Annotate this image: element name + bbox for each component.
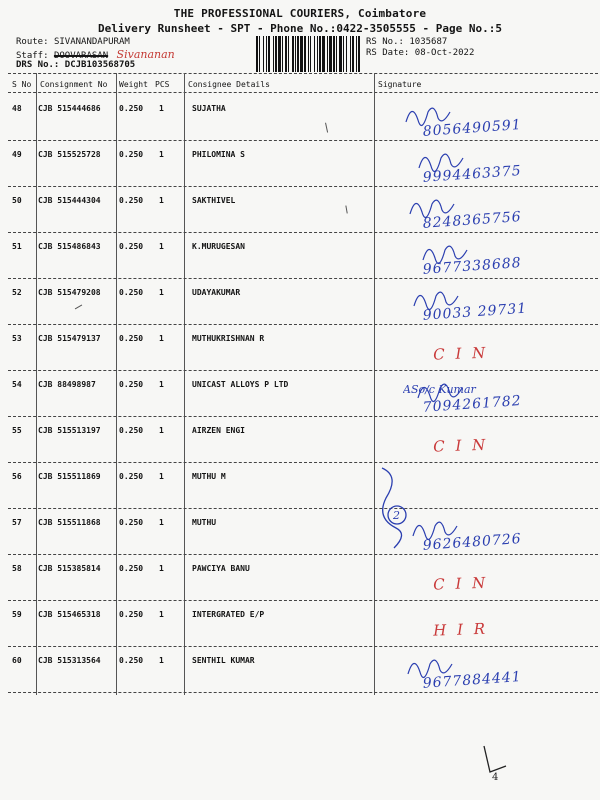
signature-scribble (414, 292, 458, 309)
row-pcs: 1 (159, 564, 164, 573)
ink-tick (345, 204, 353, 213)
row-pcs: 1 (159, 610, 164, 619)
barcode (256, 36, 360, 72)
row-weight: 0.250 (119, 426, 144, 435)
row57-circled-text: 2 (393, 509, 400, 522)
row-pcs: 1 (159, 334, 164, 343)
signature-scribble (419, 154, 463, 171)
row-signature (378, 604, 588, 646)
table-header-rule (8, 92, 598, 93)
column-divider (184, 73, 185, 695)
row57-circled-number (386, 503, 410, 527)
signature-text: H I R (432, 619, 489, 640)
header-signature: Signature (378, 80, 422, 89)
row-consignment-no: CJB 515511868 (38, 518, 101, 527)
signature-scribble (408, 660, 452, 677)
row-consignee: MUTHUKRISHNAN R (192, 334, 265, 343)
row-pcs: 1 (159, 472, 164, 481)
row-separator (8, 232, 598, 233)
row-weight: 0.250 (119, 380, 144, 389)
header-weight: Weight (119, 80, 148, 89)
header-consignee: Consignee Details (188, 80, 270, 89)
row-pcs: 1 (159, 104, 164, 113)
row-consignment-no: CJB 515479208 (38, 288, 101, 297)
row-pcs: 1 (159, 196, 164, 205)
staff-handwritten-name: Sivananan (116, 48, 175, 61)
row-separator (8, 140, 598, 141)
route-value: SIVANANDAPURAM (53, 37, 130, 47)
drs-line (16, 60, 135, 70)
row-consignment-no: CJB 88498987 (38, 380, 96, 389)
row54-note-text: ASo/c Kumar (403, 383, 476, 396)
row-consignee: UNICAST ALLOYS P LTD (192, 380, 289, 389)
staff-struck-name: DOOVARASAN (53, 51, 109, 61)
row-consignment-no: CJB 515465318 (38, 610, 101, 619)
row-weight: 0.250 (119, 104, 144, 113)
page-corner-mark (478, 742, 518, 782)
row-pcs: 1 (159, 380, 164, 389)
drs-value: DCJB103568705 (64, 60, 136, 70)
row-separator (8, 324, 598, 325)
row-separator (8, 186, 598, 187)
row-weight: 0.250 (119, 334, 144, 343)
rs-date-line (366, 48, 474, 58)
row-signature (378, 328, 588, 370)
row54-handwritten-note (403, 379, 513, 397)
row-weight: 0.250 (119, 196, 144, 205)
row-sno: 57 (12, 518, 22, 527)
column-divider (36, 73, 37, 695)
signature-scribble (410, 200, 454, 217)
signature-text: C I N (432, 435, 489, 456)
row-consignee: SENTHIL KUMAR (192, 656, 255, 665)
rs-no-label: RS No.: (366, 37, 404, 47)
row-separator (8, 370, 598, 371)
ink-tick (325, 121, 334, 132)
row-signature (378, 236, 588, 278)
table-top-rule (8, 73, 598, 74)
page-corner-text: 4 (492, 772, 499, 782)
row-separator (8, 646, 598, 647)
row-separator (8, 508, 598, 509)
signature-text: C I N (432, 573, 489, 594)
signature-scribble (413, 522, 457, 539)
column-divider (374, 73, 375, 695)
row-pcs: 1 (159, 426, 164, 435)
row-sno: 48 (12, 104, 22, 113)
row-sno: 52 (12, 288, 22, 297)
signature-text: 90033 29731 (422, 300, 528, 324)
row-consignment-no: CJB 515511869 (38, 472, 101, 481)
row-consignee: PHILOMINA S (192, 150, 245, 159)
row-sno: 58 (12, 564, 22, 573)
row-signature (378, 144, 588, 186)
row-consignee: SUJATHA (192, 104, 226, 113)
row-consignment-no: CJB 515525728 (38, 150, 101, 159)
column-divider (116, 73, 117, 695)
row-separator (8, 692, 598, 693)
signature-text: 8248365756 (422, 208, 523, 232)
company-title: THE PROFESSIONAL COURIERS, Coimbatore (173, 7, 427, 20)
row-sno: 56 (12, 472, 22, 481)
row-sno: 54 (12, 380, 22, 389)
row-separator (8, 600, 598, 601)
row-consignee: SAKTHIVEL (192, 196, 236, 205)
row-signature (378, 190, 588, 232)
row-weight: 0.250 (119, 564, 144, 573)
header-sno: S No (12, 80, 32, 89)
row-sno: 60 (12, 656, 22, 665)
row-separator (8, 462, 598, 463)
row-sno: 50 (12, 196, 22, 205)
row-consignee: PAWCIYA BANU (192, 564, 250, 573)
row-sno: 55 (12, 426, 22, 435)
rs-date-value: 08-Oct-2022 (414, 48, 475, 58)
row-sno: 51 (12, 242, 22, 251)
row-weight: 0.250 (119, 610, 144, 619)
row-consignment-no: CJB 515486843 (38, 242, 101, 251)
row-consignment-no: CJB 515313564 (38, 656, 101, 665)
row-signature (378, 558, 588, 600)
row-pcs: 1 (159, 150, 164, 159)
staff-label: Staff: (16, 51, 49, 61)
row-consignment-no: CJB 515444304 (38, 196, 101, 205)
row-consignment-no: CJB 515479137 (38, 334, 101, 343)
ink-tick (75, 304, 85, 314)
row-consignee: INTERGRATED E/P (192, 610, 265, 619)
row-consignee: AIRZEN ENGI (192, 426, 245, 435)
row-consignee: UDAYAKUMAR (192, 288, 241, 297)
row-pcs: 1 (159, 242, 164, 251)
row-separator (8, 416, 598, 417)
rs-no-line (366, 37, 447, 47)
row-consignment-no: CJB 515385814 (38, 564, 101, 573)
signature-scribble (406, 108, 450, 125)
row-sno: 49 (12, 150, 22, 159)
row-separator (8, 278, 598, 279)
row-weight: 0.250 (119, 150, 144, 159)
signature-text: 7094261782 (422, 392, 523, 416)
row-consignee: MUTHU (192, 518, 217, 527)
row-signature (378, 98, 588, 140)
route-label: Route: (16, 37, 49, 47)
row-weight: 0.250 (119, 472, 144, 481)
row-signature (378, 650, 588, 692)
signature-text: 9626480726 (422, 530, 523, 554)
signature-text: 9994463375 (422, 162, 523, 186)
row-weight: 0.250 (119, 656, 144, 665)
route-line (16, 37, 130, 47)
row-consignment-no: CJB 515513197 (38, 426, 101, 435)
rs-no-value: 1035687 (409, 37, 448, 47)
row-weight: 0.250 (119, 518, 144, 527)
row-pcs: 1 (159, 288, 164, 297)
row-signature (378, 420, 588, 462)
row-signature (378, 282, 588, 324)
row-consignee: MUTHU M (192, 472, 226, 481)
signature-scribble (423, 246, 467, 263)
row-pcs: 1 (159, 656, 164, 665)
signature-text: C I N (432, 343, 489, 364)
row-sno: 53 (12, 334, 22, 343)
row-signature (378, 466, 588, 508)
signature-text: 8056490591 (422, 116, 523, 140)
row-weight: 0.250 (119, 288, 144, 297)
row-pcs: 1 (159, 518, 164, 527)
row-consignee: K.MURUGESAN (192, 242, 245, 251)
rs-date-label: RS Date: (366, 48, 410, 58)
row-separator (8, 554, 598, 555)
signature-text: 9677884441 (422, 668, 523, 692)
header-pcs: PCS (155, 80, 170, 89)
drs-label: DRS No.: (16, 60, 60, 70)
row-weight: 0.250 (119, 242, 144, 251)
runsheet-subtitle: Delivery Runsheet - SPT - Phone No.:0422-3505555 - Page No.:5 (98, 22, 502, 35)
signature-text: 9677338688 (422, 254, 523, 278)
row-consignment-no: CJB 515444686 (38, 104, 101, 113)
row-sno: 59 (12, 610, 22, 619)
header-consignment: Consignment No (40, 80, 108, 89)
